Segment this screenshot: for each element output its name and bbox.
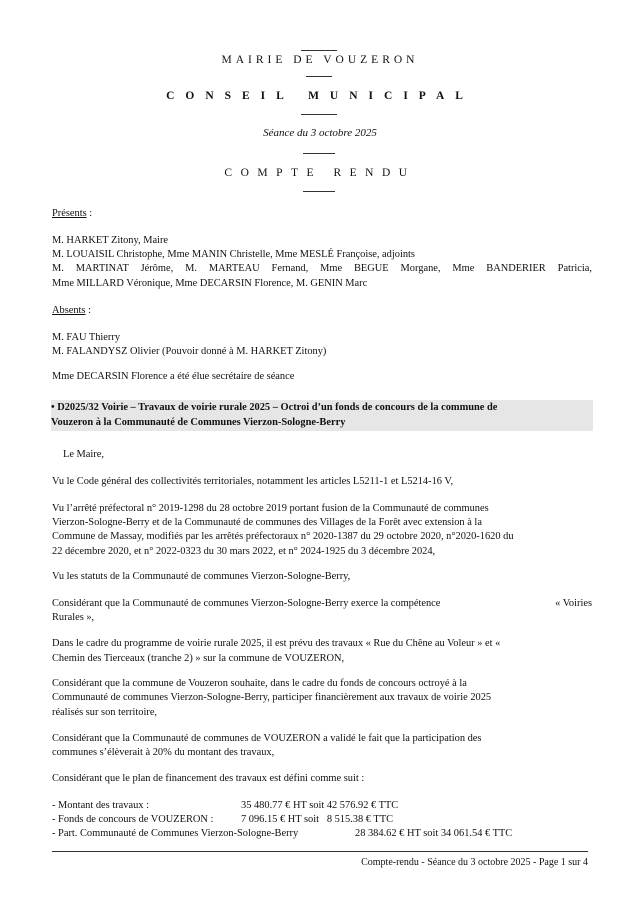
motion-title-line2: Vouzeron à la Communauté de Communes Vierzon-Sologne-Berry (51, 416, 346, 428)
financement-label: - Fonds de concours de VOUZERON : (52, 814, 214, 825)
compte-rendu-title: COMPTE RENDU (224, 167, 416, 179)
motion-heading (51, 400, 593, 431)
presents-members-line1: M. MARTINAT Jérôme, M. MARTEAU Fernand, Mme BEGUE Morgane, Mme BANDERIER Patricia, (52, 263, 592, 274)
financement-row (52, 813, 213, 827)
financement-label: - Montant des travaux : (52, 800, 149, 811)
financement-amount: 7 096.15 € HT soit 8 515.38 € TTC (241, 814, 394, 825)
considerant-participation-line1: Considérant que la Communauté de communes de VOUZERON a validé le fait que la participation des (52, 733, 482, 744)
absents-line2: M. FALANDYSZ Olivier (Pouvoir donné à M. HARKET Zitony) (52, 346, 327, 357)
absents-heading (52, 304, 592, 319)
cadre-line1: Dans le cadre du programme de voirie rurale 2025, il est prévu des travaux « Rue du Chêne au Voleur » et « (52, 638, 501, 649)
header-rule (303, 153, 335, 154)
conseil-title: CONSEIL MUNICIPAL (166, 90, 474, 102)
mairie-title: MAIRIE DE VOUZERON (221, 54, 419, 66)
header-rule (306, 76, 332, 77)
financement-row (52, 827, 298, 841)
vu-arrete-line2: Vierzon-Sologne-Berry et de la Communauté de communes des Villages de la Forêt avec extension à la (52, 517, 482, 528)
considerant-vouzeron-line3: réalisés sur son territoire, (52, 707, 158, 718)
page-footer: Compte-rendu - Séance du 3 octobre 2025 - Page 1 sur 4 (361, 857, 588, 868)
considerant-vouzeron-line1: Considérant que la commune de Vouzeron souhaite, dans le cadre du fonds de concours octroyé à la (52, 678, 467, 689)
considerant-participation-line2: communes s’élèverait à 20% du montant des travaux, (52, 747, 275, 758)
le-maire: Le Maire, (63, 449, 104, 460)
financement-label: - Part. Communauté de Communes Vierzon-Sologne-Berry (52, 828, 299, 839)
considerant-competence-voiries: « Voiries (555, 598, 592, 609)
vu-arrete-line1: Vu l’arrêté préfectoral n° 2019-1298 du 28 octobre 2019 portant fusion de la Communauté de communes (52, 503, 489, 514)
presents-members-line2: Mme MILLARD Véronique, Mme DECARSIN Florence, M. GENIN Marc (52, 278, 368, 289)
absents-suffix: : (85, 305, 91, 316)
cadre-line2: Chemin des Tierceaux (tranche 2) » sur la commune de VOUZERON, (52, 653, 345, 664)
presents-suffix: : (86, 208, 93, 219)
header-rule (301, 114, 337, 115)
vu-arrete-line3: Commune de Massay, modifiés par les arrêtés préfectoraux n° 2020-1387 du 29 octobre 2020, n°2020-1620 du (52, 531, 514, 542)
presents-label: Présents (52, 208, 87, 219)
secretaire-line: Mme DECARSIN Florence a été élue secrétaire de séance (52, 371, 295, 382)
financement-amount: 35 480.77 € HT soit 42 576.92 € TTC (241, 800, 399, 811)
seance-date: Séance du 3 octobre 2025 (263, 127, 377, 139)
presents-maire: M. HARKET Zitony, Maire (52, 235, 169, 246)
considerant-competence-line2: Rurales », (52, 612, 95, 623)
vu-statuts: Vu les statuts de la Communauté de communes Vierzon-Sologne-Berry, (52, 571, 351, 582)
presents-adjoints: M. LOUAISIL Christophe, Mme MANIN Christelle, Mme MESLÉ Françoise, adjoints (52, 249, 415, 260)
header-rule (301, 50, 337, 51)
motion-title-line1: D2025/32 Voirie – Travaux de voirie rurale 2025 – Octroi d’un fonds de concours de la commune de (54, 402, 498, 413)
footer-rule (52, 851, 588, 852)
financement-row (52, 799, 149, 813)
considerant-competence-line1 (52, 597, 592, 612)
vu-code: Vu le Code général des collectivités territoriales, notamment les articles L5211-1 et L5214-16 V, (52, 476, 454, 487)
absents-line1: M. FAU Thierry (52, 332, 121, 343)
bullet-icon: • (51, 402, 55, 413)
considerant-plan: Considérant que le plan de financement des travaux est défini comme suit : (52, 773, 365, 784)
considerant-competence-text: Considérant que la Communauté de communes Vierzon-Sologne-Berry exerce la compétence (52, 598, 441, 609)
presents-heading (52, 207, 592, 222)
financement-amount: 28 384.62 € HT soit 34 061.54 € TTC (355, 828, 513, 839)
absents-label: Absents (52, 305, 86, 316)
motion-line1 (51, 401, 593, 416)
header-rule (303, 191, 335, 192)
considerant-vouzeron-line2: Communauté de communes Vierzon-Sologne-Berry, participer financièrement aux travaux de voirie 2025 (52, 692, 492, 703)
vu-arrete-line4: 22 décembre 2020, et n° 2022-0323 du 30 mars 2022, et n° 2024-1925 du 3 décembre 2024, (52, 546, 436, 557)
